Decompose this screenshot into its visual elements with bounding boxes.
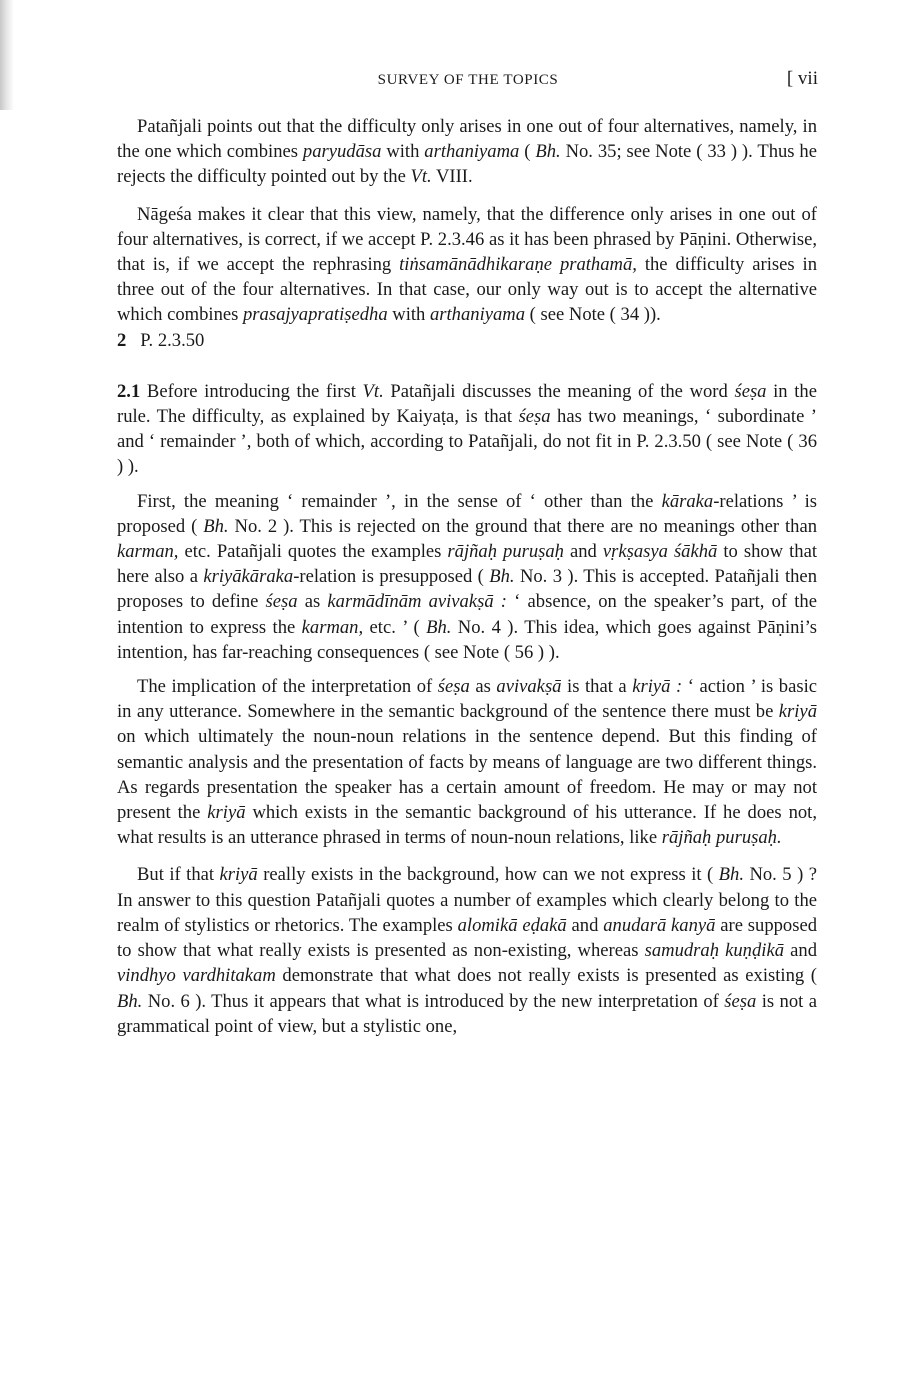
- italic-term: karmādīnām avivakṣā :: [327, 591, 507, 613]
- italic-term: Vt.: [362, 380, 384, 402]
- text-run: No. 3 ). This is accepted. Patañjali then proposes to define: [117, 566, 817, 613]
- paragraph: [117, 674, 817, 850]
- text-run: -relations ’ is proposed (: [117, 490, 818, 537]
- italic-term: vindhyo vardhitakam: [117, 965, 276, 987]
- italic-term: kriyākāraka: [203, 566, 294, 588]
- text-run: as: [469, 676, 497, 698]
- italic-term: samudraḥ kuṇḍikā: [644, 940, 784, 962]
- text-run: and: [566, 914, 604, 936]
- italic-term: Bh.: [426, 616, 452, 638]
- italic-term: Vt.: [410, 166, 432, 188]
- text-run: are supposed to show that what really exists is presented as non-existing, whereas: [117, 914, 817, 962]
- text-run: ( see Note ( 34 )).: [525, 304, 661, 326]
- text-run: ‘ action ’ is basic in any utterance. Somewhere in the semantic background of the sentence there must be: [117, 676, 817, 723]
- italic-term: kriyā :: [632, 676, 683, 698]
- italic-term: arthaniyama: [424, 141, 520, 163]
- text-run: and: [784, 940, 817, 962]
- body-text: [117, 114, 817, 1039]
- italic-term: Bh.: [203, 515, 229, 537]
- text-run: and: [563, 541, 603, 563]
- italic-term: Bh.: [535, 141, 561, 163]
- text-run: No. 35; see Note ( 33 ) ). Thus he rejects the difficulty pointed out by the: [117, 141, 817, 188]
- text-run: -relation is presupposed (: [293, 566, 490, 588]
- running-head: [118, 68, 818, 98]
- italic-term: kriyā: [778, 701, 817, 723]
- paragraph: [117, 114, 817, 190]
- italic-term: tiṅsamānādhikaraṇe prathamā,: [399, 254, 637, 276]
- italic-term: vṛkṣasya śākhā: [602, 541, 718, 563]
- text-run: demonstrate that what does not really exists is presented as existing (: [275, 965, 817, 987]
- text-run: with: [387, 304, 430, 326]
- paragraph: [117, 202, 817, 328]
- italic-term: rājñaḥ puruṣaḥ: [447, 541, 564, 563]
- text-run: No. 6 ). Thus it appears that what is introduced by the new interpretation of: [142, 990, 725, 1012]
- text-run: is that a: [561, 676, 633, 698]
- text-run: as: [297, 591, 328, 613]
- italic-term: karman,: [117, 541, 179, 563]
- text-run: Patañjali points out that the difficulty only arises in one out of four alternatives, namely, in the one which combines: [117, 116, 817, 163]
- italic-term: śeṣa: [518, 406, 551, 428]
- text-run: ‘ absence, on the speaker’s part, of the intention to express the: [117, 591, 817, 638]
- text-run: No. 5 ) ? In answer to this question Patañjali quotes a number of examples which clearly belong to the realm of stylistics or rhetorics. The examples: [117, 864, 817, 936]
- text-run: is not a grammatical point of view, but a stylistic one,: [117, 990, 817, 1037]
- page-number: [ vii: [786, 68, 818, 89]
- text-run: which exists in the semantic background of his utterance. If he does not, what results is an utterance phrased in terms of noun-noun relations, like: [117, 802, 817, 849]
- italic-term: Bh.: [117, 990, 143, 1012]
- italic-term: karman,: [301, 616, 364, 638]
- italic-term: paryudāsa: [302, 141, 382, 163]
- subsection-number: 2.1: [117, 380, 141, 402]
- italic-term: Bh.: [718, 864, 744, 886]
- section-title: P. 2.3.50: [140, 329, 205, 351]
- scan-edge-shadow: [0, 0, 14, 110]
- italic-term: śeṣa: [437, 676, 470, 698]
- section-number: 2: [117, 329, 127, 351]
- italic-term: śeṣa: [734, 380, 767, 402]
- text-run: etc. ’ (: [363, 616, 427, 638]
- text-run: really exists in the background, how can we not express it (: [257, 864, 719, 886]
- text-run: with: [381, 141, 425, 163]
- text-run: The implication of the interpretation of: [137, 676, 438, 698]
- text-run: Nāgeśa makes it clear that this view, namely, that the difference only arises in one out of four alternatives, is correct, if we accept P. 2.3.46 as it has been phrased by Pāṇini. Otherwise, that is, if we accept the rephrasing: [117, 203, 817, 276]
- italic-term: śeṣa: [265, 591, 298, 613]
- text-run: But if that: [137, 864, 220, 886]
- running-head-title: SURVEY OF THE TOPICS: [377, 72, 559, 88]
- paragraph: [117, 489, 817, 665]
- text-run: No. 2 ). This is rejected on the ground that there are no meanings other than: [228, 515, 818, 537]
- text-run: Before introducing the first: [146, 380, 363, 402]
- italic-term: Bh.: [489, 566, 515, 588]
- italic-term: anudarā kanyā: [603, 914, 716, 936]
- text-run: VIII.: [431, 166, 473, 188]
- paragraph: [117, 862, 817, 1038]
- text-run: in the rule. The difficulty, as explained by Kaiyaṭa, is that: [117, 380, 817, 428]
- italic-term: kāraka: [661, 490, 714, 512]
- text-run: etc. Patañjali quotes the examples: [178, 541, 448, 563]
- text-run: to show that here also a: [117, 541, 817, 588]
- italic-term: śeṣa: [724, 990, 757, 1012]
- text-run: Patañjali discusses the meaning of the word: [383, 380, 735, 402]
- text-run: the difficulty arises in three out of the four alternatives. In that case, our only way out is to accept the alternative which combines: [117, 254, 817, 326]
- italic-term: kriyā: [219, 864, 258, 886]
- subsection-paragraph: [117, 379, 817, 480]
- section-heading: [117, 328, 817, 353]
- italic-term: avivakṣā: [496, 676, 562, 698]
- italic-term: alomikā eḍakā: [457, 914, 567, 936]
- italic-term: kriyā: [207, 802, 246, 824]
- italic-term: rājñaḥ puruṣaḥ.: [661, 827, 782, 849]
- text-run: has two meanings, ‘ subordinate ’ and ‘ remainder ’, both of which, according to Patañjali, do not fit in P. 2.3.50 ( see Note ( 36 ) ).: [117, 406, 817, 478]
- italic-term: arthaniyama: [429, 304, 526, 326]
- text-run: (: [519, 141, 536, 163]
- text-run: First, the meaning ‘ remainder ’, in the sense of ‘ other than the: [137, 490, 662, 512]
- paragraph-text: [117, 381, 817, 478]
- text-run: No. 4 ). This idea, which goes against Pāṇini’s intention, has far-reaching consequences ( see Note ( 56 ) ).: [117, 616, 818, 663]
- italic-term: prasajyapratiṣedha: [243, 304, 388, 326]
- text-run: on which ultimately the noun-noun relations in the sentence depend. But this finding of semantic analysis and the presentation of facts by means of language are two different things. As regards presentation the speaker has a certain amount of freedom. He may or may not present the: [117, 726, 817, 824]
